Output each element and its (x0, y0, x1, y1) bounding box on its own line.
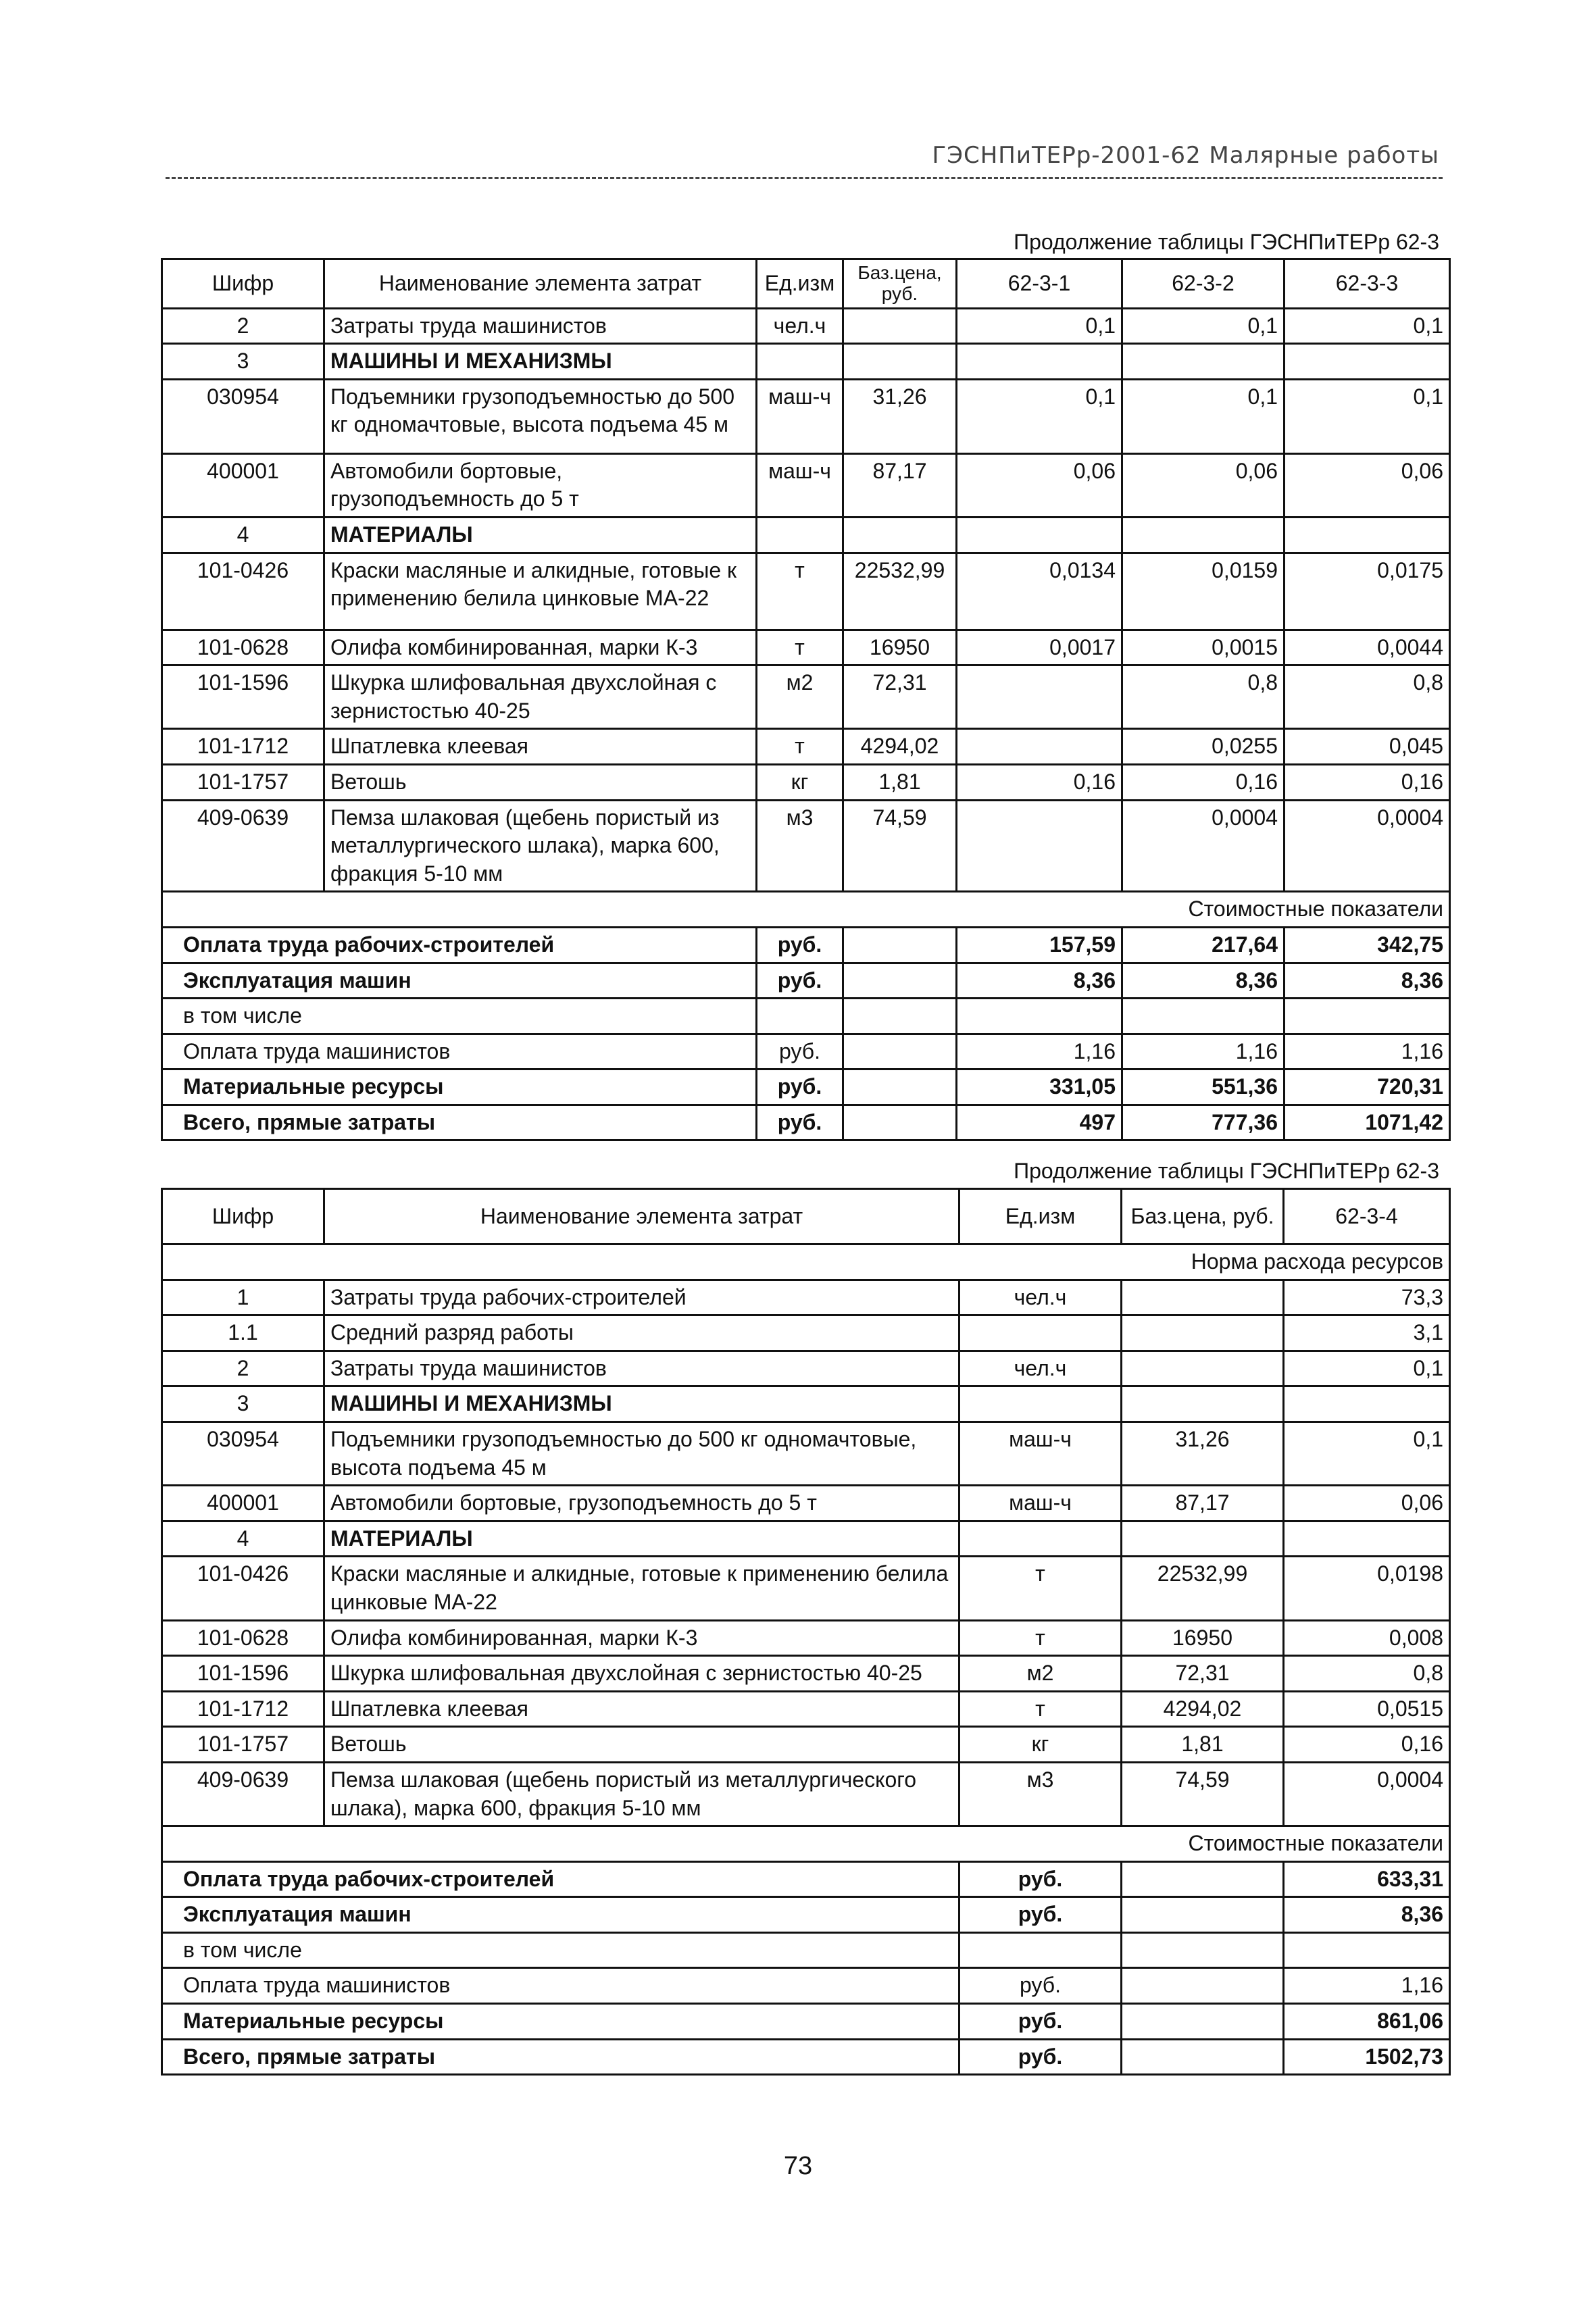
cost-row (162, 999, 1450, 1034)
value-62-3-1 (957, 729, 1122, 765)
resource-code: 400001 (162, 453, 324, 517)
cost-row (162, 1897, 1450, 1933)
value-62-3-1 (957, 800, 1122, 892)
value-62-3-1: 0,16 (957, 764, 1122, 800)
cost-label: Материальные ресурсы (162, 2004, 959, 2040)
resource-code: 101-1712 (162, 729, 324, 765)
cost-row (162, 2004, 1450, 2040)
cost-unit: руб. (757, 1105, 843, 1140)
resource-name: Затраты труда машинистов (324, 308, 757, 344)
table-row (162, 1486, 1450, 1521)
resource-code: 409-0639 (162, 1762, 324, 1826)
table-row (162, 517, 1450, 553)
unit: м3 (757, 800, 843, 892)
value-62-3-4: 0,8 (1284, 1656, 1450, 1692)
resource-code: 2 (162, 1351, 324, 1386)
cost-label: в том числе (162, 1932, 959, 1968)
base-price: 74,59 (843, 800, 957, 892)
cost-label: Оплата труда машинистов (162, 1968, 959, 2004)
cost-unit: руб. (757, 927, 843, 963)
value-62-3-3: 0,1 (1285, 379, 1450, 453)
cost-62-3-1: 497 (957, 1105, 1122, 1140)
table-row (162, 729, 1450, 765)
cost-label: Эксплуатация машин (162, 963, 757, 999)
value-62-3-2: 0,0159 (1122, 553, 1285, 630)
unit: м3 (959, 1762, 1122, 1826)
value-62-3-2: 0,0004 (1122, 800, 1285, 892)
value-62-3-2: 0,0255 (1122, 729, 1285, 765)
table1-caption: Продолжение таблицы ГЭСНПиТЕРр 62-3 (1014, 230, 1439, 254)
resource-code: 1 (162, 1280, 324, 1315)
table-row (162, 1386, 1450, 1422)
cost-62-3-4: 633,31 (1284, 1861, 1450, 1897)
cost-label: Оплата труда рабочих-строителей (162, 1861, 959, 1897)
table-row (162, 1351, 1450, 1386)
unit: т (757, 553, 843, 630)
resource-code: 409-0639 (162, 800, 324, 892)
cost-62-3-3: 1071,42 (1285, 1105, 1450, 1140)
cost-row (162, 1034, 1450, 1070)
value-62-3-3: 0,8 (1285, 665, 1450, 729)
table-row (162, 379, 1450, 453)
unit: маш-ч (959, 1422, 1122, 1485)
cost-section-header: Стоимостные показатели (162, 1826, 1450, 1862)
resource-name: Краски масляные и алкидные, готовые к применению белила цинковые МА-22 (324, 553, 757, 630)
cost-62-3-2: 217,64 (1122, 927, 1285, 963)
base-price: 16950 (843, 630, 957, 665)
cost-62-3-4: 1,16 (1284, 1968, 1450, 2004)
column-header-code: Шифр (162, 259, 324, 309)
empty-cell (843, 1034, 957, 1070)
cost-unit: руб. (757, 1034, 843, 1070)
resource-name: Подъемники грузоподъемностью до 500 кг одномачтовые, высота подъема 45 м (324, 379, 757, 453)
cost-62-3-4: 8,36 (1284, 1897, 1450, 1933)
column-header-code: Шифр (162, 1189, 324, 1244)
value-62-3-3 (1285, 344, 1450, 380)
cost-62-3-1: 8,36 (957, 963, 1122, 999)
page-number: 73 (783, 2152, 813, 2180)
table-row (162, 800, 1450, 892)
value-62-3-4 (1284, 1521, 1450, 1557)
cost-62-3-1 (957, 999, 1122, 1034)
resource-code: 101-1757 (162, 1727, 324, 1763)
column-header-name: Наименование элемента затрат (324, 259, 757, 309)
base-price (843, 344, 957, 380)
unit: кг (757, 764, 843, 800)
value-62-3-3: 0,06 (1285, 453, 1450, 517)
cost-row (162, 1070, 1450, 1105)
resource-code: 101-0628 (162, 1620, 324, 1656)
empty-cell (1122, 2039, 1284, 2075)
cost-62-3-4: 861,06 (1284, 2004, 1450, 2040)
value-62-3-1: 0,0017 (957, 630, 1122, 665)
base-price (1122, 1521, 1284, 1557)
table-row (162, 1557, 1450, 1620)
base-price: 1,81 (843, 764, 957, 800)
empty-cell (1122, 1968, 1284, 2004)
cost-62-3-3 (1285, 999, 1450, 1034)
cost-62-3-3: 8,36 (1285, 963, 1450, 999)
unit: маш-ч (959, 1486, 1122, 1521)
value-62-3-3: 0,16 (1285, 764, 1450, 800)
table-row (162, 1727, 1450, 1763)
resource-code: 101-0426 (162, 553, 324, 630)
table2-caption: Продолжение таблицы ГЭСНПиТЕРр 62-3 (1014, 1159, 1439, 1183)
resource-code: 030954 (162, 379, 324, 453)
resource-code: 101-1757 (162, 764, 324, 800)
base-price: 72,31 (1122, 1656, 1284, 1692)
resource-name: Ветошь (324, 764, 757, 800)
value-62-3-4: 3,1 (1284, 1315, 1450, 1351)
resource-name: Средний разряд работы (324, 1315, 959, 1351)
table-row (162, 1315, 1450, 1351)
resource-code: 3 (162, 1386, 324, 1422)
base-price: 72,31 (843, 665, 957, 729)
table-row (162, 1691, 1450, 1727)
base-price: 16950 (1122, 1620, 1284, 1656)
empty-cell (843, 1070, 957, 1105)
table-row (162, 453, 1450, 517)
cost-label: Оплата труда машинистов (162, 1034, 757, 1070)
unit: т (959, 1620, 1122, 1656)
resource-name: Автомобили бортовые, грузоподъемность до 5 т (324, 453, 757, 517)
section-title: МАТЕРИАЛЫ (324, 1521, 959, 1557)
base-price: 87,17 (1122, 1486, 1284, 1521)
cost-62-3-2: 777,36 (1122, 1105, 1285, 1140)
base-price (843, 308, 957, 344)
value-62-3-2: 0,06 (1122, 453, 1285, 517)
cost-label: в том числе (162, 999, 757, 1034)
resource-name: Подъемники грузоподъемностью до 500 кг одномачтовые, высота подъема 45 м (324, 1422, 959, 1485)
value-62-3-1: 0,06 (957, 453, 1122, 517)
unit: маш-ч (757, 379, 843, 453)
cost-row (162, 1861, 1450, 1897)
unit: м2 (959, 1656, 1122, 1692)
cost-unit: руб. (959, 1968, 1122, 2004)
value-62-3-4: 73,3 (1284, 1280, 1450, 1315)
table-row (162, 764, 1450, 800)
resource-code: 1.1 (162, 1315, 324, 1351)
resource-name: Затраты труда рабочих-строителей (324, 1280, 959, 1315)
table-row (162, 1656, 1450, 1692)
cost-unit: руб. (959, 1897, 1122, 1933)
resource-name: Шкурка шлифовальная двухслойная с зернистостью 40-25 (324, 665, 757, 729)
base-price: 74,59 (1122, 1762, 1284, 1826)
cost-row (162, 927, 1450, 963)
table-row (162, 1521, 1450, 1557)
resource-code: 101-1712 (162, 1691, 324, 1727)
base-price: 4294,02 (1122, 1691, 1284, 1727)
cost-row (162, 963, 1450, 999)
value-62-3-2: 0,1 (1122, 379, 1285, 453)
column-header-name: Наименование элемента затрат (324, 1189, 959, 1244)
resource-name: Краски масляные и алкидные, готовые к применению белила цинковые МА-22 (324, 1557, 959, 1620)
unit: чел.ч (959, 1351, 1122, 1386)
section-title: МАШИНЫ И МЕХАНИЗМЫ (324, 1386, 959, 1422)
table-row (162, 1762, 1450, 1826)
cost-label: Оплата труда рабочих-строителей (162, 927, 757, 963)
empty-cell (843, 999, 957, 1034)
unit: маш-ч (757, 453, 843, 517)
value-62-3-1 (957, 517, 1122, 553)
cost-row (162, 2039, 1450, 2075)
value-62-3-3: 0,045 (1285, 729, 1450, 765)
table-row (162, 553, 1450, 630)
resource-code: 101-0628 (162, 630, 324, 665)
value-62-3-4: 0,0004 (1284, 1762, 1450, 1826)
value-62-3-1: 0,1 (957, 308, 1122, 344)
value-62-3-2 (1122, 517, 1285, 553)
cost-62-3-1: 1,16 (957, 1034, 1122, 1070)
value-62-3-3: 0,0175 (1285, 553, 1450, 630)
resource-code: 101-1596 (162, 1656, 324, 1692)
unit: м2 (757, 665, 843, 729)
cost-label: Всего, прямые затраты (162, 1105, 757, 1140)
table-row (162, 1280, 1450, 1315)
unit (959, 1315, 1122, 1351)
column-header-62-3-2: 62-3-2 (1122, 259, 1285, 309)
cost-62-3-2 (1122, 999, 1285, 1034)
cost-unit: руб. (959, 2004, 1122, 2040)
empty-cell (843, 963, 957, 999)
unit: т (757, 729, 843, 765)
table1 (161, 258, 1451, 1141)
table1-header-row (162, 259, 1450, 309)
value-62-3-3: 0,0044 (1285, 630, 1450, 665)
cost-62-3-3: 342,75 (1285, 927, 1450, 963)
cost-row (162, 1932, 1450, 1968)
value-62-3-4: 0,06 (1284, 1486, 1450, 1521)
unit (959, 1521, 1122, 1557)
resource-name: Шпатлевка клеевая (324, 729, 757, 765)
unit: чел.ч (757, 308, 843, 344)
unit: т (757, 630, 843, 665)
cost-label: Материальные ресурсы (162, 1070, 757, 1105)
table1-cost-header-row (162, 892, 1450, 928)
cost-unit (757, 999, 843, 1034)
column-header-unit: Ед.изм (959, 1189, 1122, 1244)
table-row (162, 344, 1450, 380)
resource-name: Шпатлевка клеевая (324, 1691, 959, 1727)
value-62-3-4: 0,1 (1284, 1351, 1450, 1386)
base-price: 31,26 (843, 379, 957, 453)
value-62-3-3 (1285, 517, 1450, 553)
unit (757, 517, 843, 553)
cost-62-3-4: 1502,73 (1284, 2039, 1450, 2075)
running-header: ГЭСНПиТЕРр-2001-62 Малярные работы (932, 142, 1439, 169)
cost-row (162, 1105, 1450, 1140)
resource-name: Пемза шлаковая (щебень пористый из металлургического шлака), марка 600, фракция 5-10 мм (324, 1762, 959, 1826)
base-price: 87,17 (843, 453, 957, 517)
base-price (1122, 1280, 1284, 1315)
resource-code: 030954 (162, 1422, 324, 1485)
resource-name: Автомобили бортовые, грузоподъемность до 5 т (324, 1486, 959, 1521)
table-row (162, 630, 1450, 665)
table-row (162, 1620, 1450, 1656)
value-62-3-1: 0,0134 (957, 553, 1122, 630)
value-62-3-2: 0,0015 (1122, 630, 1285, 665)
table2 (161, 1188, 1451, 2076)
base-price: 31,26 (1122, 1422, 1284, 1485)
resource-name: Затраты труда машинистов (324, 1351, 959, 1386)
resource-code: 4 (162, 517, 324, 553)
table-row (162, 665, 1450, 729)
base-price (1122, 1386, 1284, 1422)
base-price: 1,81 (1122, 1727, 1284, 1763)
resource-name: Олифа комбинированная, марки К-3 (324, 1620, 959, 1656)
empty-cell (1122, 1932, 1284, 1968)
cost-62-3-2: 8,36 (1122, 963, 1285, 999)
empty-cell (1122, 2004, 1284, 2040)
resource-name: Шкурка шлифовальная двухслойная с зернистостью 40-25 (324, 1656, 959, 1692)
cost-unit: руб. (757, 1070, 843, 1105)
resource-code: 2 (162, 308, 324, 344)
table2-header-row (162, 1189, 1450, 1244)
cost-row (162, 1968, 1450, 2004)
value-62-3-2: 0,8 (1122, 665, 1285, 729)
resource-code: 400001 (162, 1486, 324, 1521)
value-62-3-4: 0,0198 (1284, 1557, 1450, 1620)
table-row (162, 1422, 1450, 1485)
column-header-62-3-1: 62-3-1 (957, 259, 1122, 309)
cost-62-3-3: 1,16 (1285, 1034, 1450, 1070)
column-header-62-3-3: 62-3-3 (1285, 259, 1450, 309)
column-header-62-3-4: 62-3-4 (1284, 1189, 1450, 1244)
value-62-3-4: 0,008 (1284, 1620, 1450, 1656)
value-62-3-3: 0,0004 (1285, 800, 1450, 892)
unit (757, 344, 843, 380)
value-62-3-2 (1122, 344, 1285, 380)
resource-code: 101-1596 (162, 665, 324, 729)
unit: чел.ч (959, 1280, 1122, 1315)
empty-cell (843, 927, 957, 963)
value-62-3-4 (1284, 1386, 1450, 1422)
value-62-3-3: 0,1 (1285, 308, 1450, 344)
table-row (162, 308, 1450, 344)
unit: т (959, 1557, 1122, 1620)
base-price (1122, 1315, 1284, 1351)
value-62-3-2: 0,16 (1122, 764, 1285, 800)
header-divider (166, 177, 1443, 179)
cost-62-3-2: 1,16 (1122, 1034, 1285, 1070)
cost-62-3-1: 331,05 (957, 1070, 1122, 1105)
column-header-price: Баз.цена, руб. (1122, 1189, 1284, 1244)
value-62-3-1 (957, 344, 1122, 380)
unit: т (959, 1691, 1122, 1727)
base-price: 4294,02 (843, 729, 957, 765)
resource-name: Ветошь (324, 1727, 959, 1763)
section-title: МАШИНЫ И МЕХАНИЗМЫ (324, 344, 757, 380)
cost-unit: руб. (959, 2039, 1122, 2075)
cost-label: Эксплуатация машин (162, 1897, 959, 1933)
norm-section-header: Норма расхода ресурсов (162, 1244, 1450, 1280)
value-62-3-1 (957, 665, 1122, 729)
cost-unit (959, 1932, 1122, 1968)
unit (959, 1386, 1122, 1422)
base-price (1122, 1351, 1284, 1386)
unit: кг (959, 1727, 1122, 1763)
resource-code: 4 (162, 1521, 324, 1557)
value-62-3-4: 0,0515 (1284, 1691, 1450, 1727)
value-62-3-1: 0,1 (957, 379, 1122, 453)
resource-code: 101-0426 (162, 1557, 324, 1620)
resource-name: Пемза шлаковая (щебень пористый из металлургического шлака), марка 600, фракция 5-10 мм (324, 800, 757, 892)
value-62-3-2: 0,1 (1122, 308, 1285, 344)
cost-62-3-3: 720,31 (1285, 1070, 1450, 1105)
empty-cell (843, 1105, 957, 1140)
cost-unit: руб. (757, 963, 843, 999)
resource-name: Олифа комбинированная, марки К-3 (324, 630, 757, 665)
column-header-price: Баз.цена, руб. (843, 259, 957, 309)
empty-cell (1122, 1861, 1284, 1897)
table2-norm-header-row (162, 1244, 1450, 1280)
cost-62-3-4 (1284, 1932, 1450, 1968)
cost-unit: руб. (959, 1861, 1122, 1897)
value-62-3-4: 0,1 (1284, 1422, 1450, 1485)
empty-cell (1122, 1897, 1284, 1933)
cost-62-3-2: 551,36 (1122, 1070, 1285, 1105)
base-price: 22532,99 (843, 553, 957, 630)
section-title: МАТЕРИАЛЫ (324, 517, 757, 553)
cost-section-header: Стоимостные показатели (162, 892, 1450, 928)
base-price: 22532,99 (1122, 1557, 1284, 1620)
column-header-unit: Ед.изм (757, 259, 843, 309)
cost-62-3-1: 157,59 (957, 927, 1122, 963)
base-price (843, 517, 957, 553)
resource-code: 3 (162, 344, 324, 380)
table2-cost-header-row (162, 1826, 1450, 1862)
value-62-3-4: 0,16 (1284, 1727, 1450, 1763)
cost-label: Всего, прямые затраты (162, 2039, 959, 2075)
